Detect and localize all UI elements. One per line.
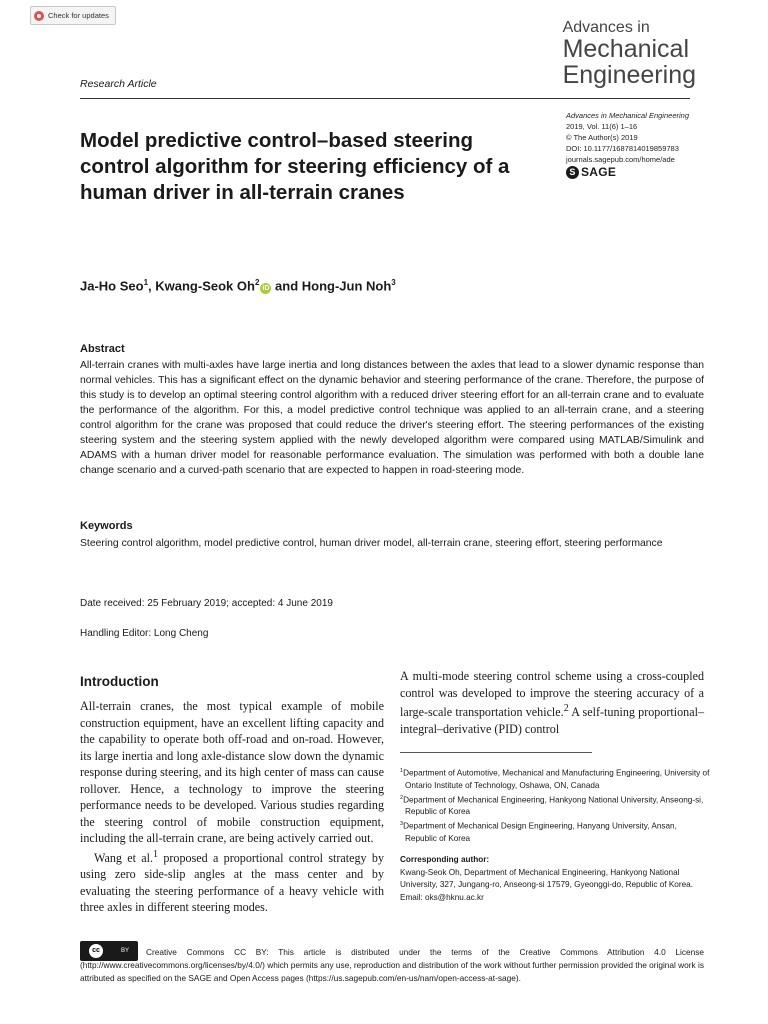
- introduction-right-column: [400, 668, 704, 737]
- paragraph-text: proposed a proportional control strategy by using zero side-slip angles at the mass center and by evaluating the steering performance of a heavy vehicle with three axles in different steering modes.: [80, 850, 384, 915]
- affiliation-text: Department of Automotive, Mechanical and Manufacturing Engineering, University of Ontario Institute of Technology, Oshawa, ON, Canada: [403, 768, 710, 790]
- abstract-text: All-terrain cranes with multi-axles have large inertia and long distances between the axles that lead to a slower dynamic response than normal vehicles. This has a significant effect on the dynamic behavior and steering performance of the crane. Therefore, the purpose of this study is to develop an optimal steering control algorithm with a reduced driver steering effort for an all-terrain crane and to evaluate the performance of the algorithm. For this, a model predictive control technique was applied to an all-terrain crane, and a steering control algorithm for the crane was proposed that could reduce the driver's steering effort. The steering performances of the existing steering system and the steering system applied with the newly developed algorithm were compared using MATLAB/Simulink and ADAMS with a human driver model for reasonable performance evaluation. The simulation was performed with both a double lane change scenario and a curved-path scenario that are expected to happen in road-steering mode.: [80, 360, 704, 476]
- paragraph: All-terrain cranes, the most typical example of mobile construction equipment, have an excellent lifting capacity and the capability to operate both off-road and on-road. However, its large inertia and long axle-distance slow down the dynamic response during steering, and its high center of mass can cause rollover. Hence, a technology to improve the steering performance needs to be developed. Various studies regarding the steering control of mobile construction equipment, including the all-terrain crane, are being actively carried out.: [80, 699, 384, 845]
- affiliation-item: [400, 792, 710, 819]
- sage-icon: S: [566, 166, 579, 179]
- affiliation-text: Department of Mechanical Engineering, Hankyong National University, Anseong-si, Republic of Korea: [403, 795, 704, 817]
- affiliation-marker: 1: [143, 278, 149, 287]
- license-text: [80, 946, 704, 984]
- corresponding-author: [400, 854, 700, 904]
- keywords-heading: Keywords: [80, 520, 133, 532]
- license-statement: Creative Commons CC BY: This article is distributed under the terms of the Creative Commons Attribution 4.0 License (http://www.creativecommons.org/licenses/by/4.0/) which permits any use, reproduction and distribution of the work without further permission provided the original work is attributed as specified on the SAGE and Open Access pages (https://us.sagepub.com/en-us/nam/open-access-at-sage).: [80, 947, 704, 983]
- doi-link[interactable]: DOI: 10.1177/1687814019859783: [566, 144, 679, 153]
- journal-name: Advances in Mechanical Engineering: [566, 111, 689, 120]
- keywords-text: Steering control algorithm, model predictive control, human driver model, all-terrain crane, steering effort, steering performance: [80, 538, 663, 549]
- abstract-heading: Abstract: [80, 343, 125, 355]
- journal-title-line2: Mechanical: [562, 35, 690, 63]
- affiliation-text: Department of Mechanical Design Engineering, Hanyang University, Ansan, Republic of Korea: [403, 822, 677, 844]
- journal-url-link[interactable]: journals.sagepub.com/home/ade: [566, 155, 675, 164]
- corresponding-author-heading: Corresponding author:: [400, 855, 490, 864]
- affiliation-item: [400, 765, 710, 792]
- author-conjunction: and: [271, 278, 302, 294]
- author-name[interactable]: Hong-Jun Noh: [301, 278, 392, 294]
- orcid-icon[interactable]: iD: [262, 285, 270, 293]
- copyright: © The Author(s) 2019: [566, 133, 638, 142]
- citation-link[interactable]: 1: [153, 848, 159, 860]
- journal-title-line1: Advances in: [562, 19, 650, 36]
- paragraph-text: Wang et al.: [94, 850, 153, 865]
- paragraph-text: A self-tuning proportional–integral–derivative (PID) control: [400, 705, 704, 736]
- article-title: Model predictive control–based steering control algorithm for steering efficiency of a human driver in all-terrain cranes: [80, 129, 510, 204]
- affiliations: [400, 765, 710, 845]
- corresponding-author-text: Kwang-Seok Oh, Department of Mechanical Engineering, Hankyong National University, 327, Jungang-ro, Anseong-si 17579, Gyeonggi-do, Republic of Korea.: [400, 867, 693, 889]
- journal-info: [566, 110, 689, 165]
- affiliation-marker: 2: [254, 278, 260, 287]
- dates-received: Date received: 25 February 2019; accepted: 4 June 2019: [80, 598, 333, 609]
- journal-title-line3: Engineering: [562, 61, 696, 89]
- header-divider: [80, 98, 690, 99]
- email-link[interactable]: Email: oks@hknu.ac.kr: [400, 892, 484, 902]
- author-name[interactable]: Kwang-Seok Oh: [155, 278, 255, 294]
- footnote-divider: [400, 752, 592, 753]
- affiliation-marker: 3: [391, 278, 396, 287]
- paragraph: [80, 847, 384, 916]
- affiliation-marker: 3: [400, 821, 404, 828]
- journal-title: [563, 20, 696, 88]
- introduction-heading: Introduction: [80, 674, 159, 689]
- author-list: Ja-Ho Seo$^1$, Kwang-Seok Oh$^2$iD and Hong-Jun Noh$^3$: [80, 278, 396, 294]
- check-for-updates-button[interactable]: [30, 6, 116, 25]
- check-for-updates-label: Check for updates: [48, 11, 109, 20]
- introduction-left-column: [80, 698, 384, 916]
- sage-wordmark: SAGE: [581, 165, 617, 179]
- sage-logo: [566, 165, 616, 179]
- update-icon: [34, 11, 44, 21]
- article-type: Research Article: [80, 78, 157, 90]
- paragraph-text: A multi-mode steering control scheme using a cross-coupled control was developed to improve the steering accuracy of a large-scale transportation vehicle.: [400, 669, 704, 720]
- author-name[interactable]: Ja-Ho Seo: [80, 278, 144, 294]
- cc-icon: cc: [89, 944, 103, 958]
- by-icon: BY: [120, 948, 129, 954]
- journal-volume: 2019, Vol. 11(6) 1–16: [566, 122, 638, 131]
- affiliation-item: [400, 818, 710, 845]
- affiliation-marker: 2: [400, 794, 404, 801]
- citation-link[interactable]: 2: [563, 703, 569, 714]
- affiliation-marker: 1: [400, 768, 404, 774]
- handling-editor: Handling Editor: Long Cheng: [80, 628, 209, 639]
